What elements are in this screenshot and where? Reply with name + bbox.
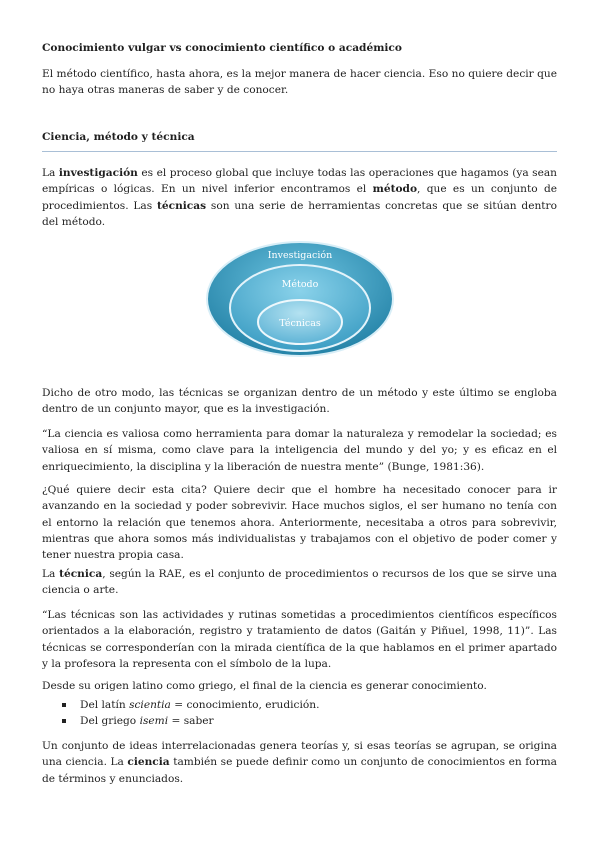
paragraph-dicho-de-otro-modo: Dicho de otro modo, las técnicas se organizan dentro de un método y este último se engloba dentro de un conjunto mayor, que es la investigación.	[42, 387, 557, 416]
paragraph-metodo-cientifico: El método científico, hasta ahora, es la mejor manera de hacer ciencia. Eso no quiere decir que no haya otras maneras de saber y de conocer.	[42, 68, 557, 97]
term-scientia: scientia	[129, 699, 171, 711]
nested-ellipse-diagram	[205, 240, 395, 358]
label-metodo: Método	[281, 279, 319, 290]
paragraph-origen-latino: Desde su origen latino como griego, el final de la ciencia es generar conocimiento.	[42, 680, 487, 692]
label-investigacion: Investigación	[267, 250, 333, 261]
section-title-conocimiento: Conocimiento vulgar vs conocimiento científico o académico	[42, 42, 402, 54]
list-item-griego: Del griego isemi = saber	[62, 713, 319, 729]
paragraph-cita-bunge: “La ciencia es valiosa como herramienta para domar la naturaleza y remodelar la sociedad; es valiosa en sí misma, como clave para la inteligencia del mundo y del yo; y es eficaz en el enriquecimiento, la disciplina y la liberación de nuestra mente” (Bunge, 1981:36).	[42, 428, 557, 473]
term-tecnicas: técnicas	[156, 199, 207, 212]
paragraph-cita-gaitan: “Las técnicas son las actividades y rutinas sometidas a procedimientos científicos específicos orientados a la elaboración, registro y tratamiento de datos (Gaitán y Piñuel, 1998, 11)”. Las técnicas se corresponderían con la mirada científica de la que hablamos en el primer apartado y la profesora la representa con el símbolo de la lupa.	[42, 609, 557, 670]
term-isemi: isemi	[139, 715, 169, 727]
term-tecnica: técnica	[59, 568, 103, 580]
term-metodo: método	[372, 183, 418, 196]
term-ciencia: ciencia	[127, 756, 170, 769]
heading-underline	[42, 151, 557, 152]
etymology-list	[62, 697, 319, 729]
section-title-ciencia-metodo-tecnica: Ciencia, método y técnica	[42, 131, 195, 143]
bullet-icon	[62, 719, 66, 723]
bullet-icon	[62, 703, 66, 707]
paragraph-conjunto-de-ideas: Un conjunto de ideas interrelacionadas genera teorías y, si esas teorías se agrupan, se origina una ciencia. La ciencia también se puede definir como un conjunto de conocimientos en forma de términos y enunciados.	[42, 740, 557, 785]
term-investigacion: investigación	[58, 167, 138, 179]
paragraph-tecnica-rae: La técnica, según la RAE, es el conjunto de procedimientos o recursos de los que se sirve una ciencia o arte.	[42, 568, 557, 597]
list-item-latin: Del latín scientia = conocimiento, erudición.	[62, 697, 319, 713]
label-tecnicas: Técnicas	[279, 318, 321, 329]
paragraph-que-quiere-decir: ¿Qué quiere decir esta cita? Quiere decir que el hombre ha necesitado conocer para ir avanzando en la sociedad y poder sobrevivir. Hace muchos siglos, el ser humano no tenía con el entorno la relación que tenemos ahora. Anteriormente, necesitaba a otros para sobrevivir, mientras que ahora somos más individualistas y trabajamos con el objetivo de poder comer y tener nuestra propia casa.	[42, 484, 557, 562]
paragraph-investigacion: La investigación es el proceso global que incluye todas las operaciones que hagamos (ya sean empíricas o lógicas. En un nivel inferior encontramos el método, que es un conjunto de procedimientos. Las técnicas son una serie de herramientas concretas que se sitúan dentro del método.	[42, 167, 557, 228]
